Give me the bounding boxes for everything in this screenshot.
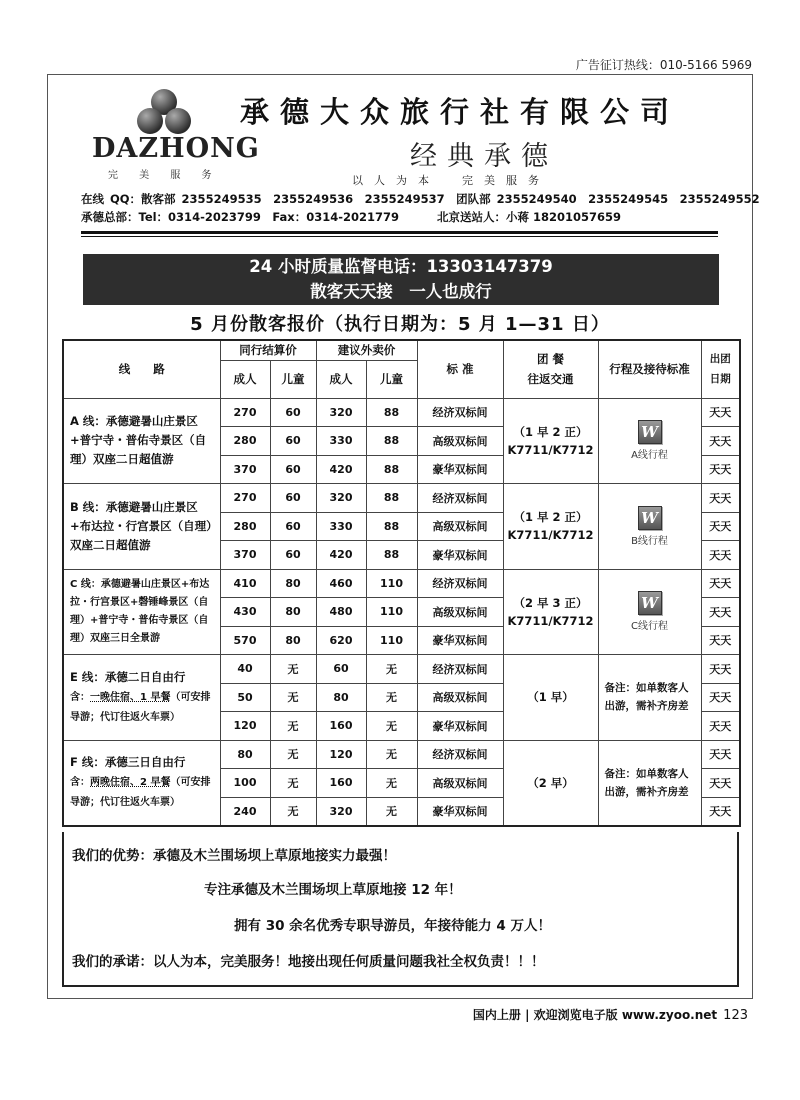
depart: 天天: [701, 598, 740, 627]
peer-adult: 430: [220, 598, 270, 627]
suggest-adult: 320: [316, 484, 366, 513]
col-depart: [701, 340, 740, 398]
note-suffix: （可安排导游；代订往返火车票）: [70, 691, 211, 723]
note-suffix: （可安排导游；代订往返火车票）: [70, 777, 211, 808]
peer-adult: 370: [220, 455, 270, 484]
table-row: [63, 398, 740, 427]
standard: 豪华双标间: [417, 712, 503, 741]
suggest-adult: 160: [316, 769, 366, 798]
hotline-banner: [83, 254, 719, 305]
depart: 天天: [701, 712, 740, 741]
suggest-child: 88: [366, 512, 417, 541]
standard: 豪华双标间: [417, 626, 503, 655]
price-table: [62, 339, 741, 827]
suggest-adult: 160: [316, 712, 366, 741]
peer-adult: 280: [220, 427, 270, 456]
peer-adult: 570: [220, 626, 270, 655]
word-document-icon[interactable]: W: [638, 591, 662, 615]
peer-child: 无: [270, 797, 316, 826]
depart: 天天: [701, 569, 740, 598]
peer-adult: 40: [220, 655, 270, 684]
route-a: A 线：承德避暑山庄景区+普宁寺・普佑寺景区（自理）双座二日超值游: [63, 398, 220, 484]
col-peer-child: 儿童: [270, 360, 316, 398]
page-number: 123: [723, 1008, 748, 1023]
standard: 经济双标间: [417, 655, 503, 684]
itinerary-label: B线行程: [631, 535, 668, 547]
suggest-child: 无: [366, 655, 417, 684]
brand-name: DAZHONG: [92, 133, 260, 164]
online-qq-line: 在线 QQ：散客部 2355249535 2355249536 2355249537 团队部 2355249540 2355249545 2355249552: [81, 192, 760, 206]
depart: 天天: [701, 427, 740, 456]
itinerary-label: C线行程: [631, 621, 668, 633]
page-footer: [473, 1006, 748, 1023]
itinerary-label: A线行程: [631, 450, 668, 462]
peer-child: 60: [270, 398, 316, 427]
suggest-adult: 330: [316, 427, 366, 456]
col-meal-transport: [503, 340, 598, 398]
remark-f: 备注：如单数客人出游，需补齐房差: [598, 740, 701, 826]
itinerary-a[interactable]: [598, 398, 701, 484]
note-underlined: 两晚住宿、2 早餐: [90, 777, 171, 788]
peer-adult: 100: [220, 769, 270, 798]
suggest-adult: 330: [316, 512, 366, 541]
suggest-child: 110: [366, 569, 417, 598]
meal-transport-c: [503, 569, 598, 655]
route-e: [63, 655, 220, 741]
suggest-adult: 420: [316, 541, 366, 570]
depart: 天天: [701, 455, 740, 484]
beijing-contact: 北京送站人：小蒋 18201057659: [437, 210, 622, 224]
col-suggest-adult: 成人: [316, 360, 366, 398]
peer-adult: 240: [220, 797, 270, 826]
route-c: C 线：承德避暑山庄景区+布达拉・行宫景区+磬锤峰景区（自理）+普宁寺・普佑寺景区（自理）双座三日全景游: [63, 569, 220, 655]
suggest-child: 无: [366, 769, 417, 798]
depart: 天天: [701, 655, 740, 684]
peer-child: 60: [270, 427, 316, 456]
advantages-box: [62, 832, 739, 987]
suggest-adult: 320: [316, 398, 366, 427]
suggest-adult: 320: [316, 797, 366, 826]
standard: 豪华双标间: [417, 797, 503, 826]
peer-adult: 80: [220, 740, 270, 769]
suggest-child: 88: [366, 427, 417, 456]
meal-transport-b: [503, 484, 598, 570]
standard: 高级双标间: [417, 683, 503, 712]
peer-adult: 280: [220, 512, 270, 541]
train: K7711/K7712: [507, 442, 594, 457]
suggest-child: 88: [366, 484, 417, 513]
train: K7711/K7712: [507, 528, 594, 543]
price-table-wrap: [62, 339, 739, 832]
header-rule-thick: [81, 231, 718, 234]
col-peer-adult: 成人: [220, 360, 270, 398]
dazhong-logo-icon: [132, 88, 196, 136]
meal: （2 早 3 正）: [513, 595, 588, 610]
meal-f: （2 早）: [503, 740, 598, 826]
peer-adult: 270: [220, 398, 270, 427]
brand-tagline: 完 美 服 务: [108, 170, 221, 181]
peer-child: 无: [270, 683, 316, 712]
depart: 天天: [701, 398, 740, 427]
slogan: 以人为本 完美服务: [352, 174, 550, 187]
depart: 天天: [701, 541, 740, 570]
depart: 天天: [701, 683, 740, 712]
banner-line-1: 24 小时质量监督电话：13303147379: [249, 257, 553, 276]
word-document-icon[interactable]: W: [638, 420, 662, 444]
suggest-child: 110: [366, 598, 417, 627]
col-meal: 团 餐: [536, 352, 564, 367]
peer-child: 60: [270, 455, 316, 484]
peer-adult: 120: [220, 712, 270, 741]
note-prefix: 含：: [70, 777, 90, 788]
suggest-child: 无: [366, 797, 417, 826]
peer-child: 80: [270, 598, 316, 627]
peer-child: 无: [270, 769, 316, 798]
route-title: F 线：承德三日自由行: [70, 755, 186, 769]
footer-text: 国内上册 | 欢迎浏览电子版 www.zyoo.net: [472, 1008, 718, 1022]
standard: 豪华双标间: [417, 455, 503, 484]
depart: 天天: [701, 740, 740, 769]
peer-child: 60: [270, 541, 316, 570]
suggest-adult: 80: [316, 683, 366, 712]
depart: 天天: [701, 484, 740, 513]
company-name: 承德大众旅行社有限公司: [240, 95, 681, 129]
header-rule-thin: [81, 236, 718, 237]
itinerary-c[interactable]: [598, 569, 701, 655]
price-title: 5 月份散客报价（执行日期为：5 月 1—31 日）: [190, 314, 610, 335]
suggest-child: 110: [366, 626, 417, 655]
peer-child: 无: [270, 655, 316, 684]
standard: 经济双标间: [417, 398, 503, 427]
col-route: 线 路: [63, 340, 220, 398]
table-row: [63, 569, 740, 598]
promise-line: 我们的承诺：以人为本，完美服务！地接出现任何质量问题我社全权负责！！！: [72, 954, 545, 970]
ad-hotline: 广告征订热线：010-5166 5969: [575, 58, 752, 72]
meal: （1 早 2 正）: [513, 510, 588, 525]
suggest-child: 88: [366, 455, 417, 484]
meal: （1 早 2 正）: [513, 424, 588, 439]
peer-adult: 410: [220, 569, 270, 598]
meal-transport-a: [503, 398, 598, 484]
hq-phone-fax: 承德总部：Tel：0314-2023799 Fax：0314-2021779: [81, 210, 400, 224]
col-standard: 标 准: [417, 340, 503, 398]
suggest-child: 88: [366, 398, 417, 427]
peer-child: 80: [270, 569, 316, 598]
standard: 高级双标间: [417, 427, 503, 456]
meal-e: （1 早）: [503, 655, 598, 741]
advantage-line-2: 专注承德及木兰围场坝上草原地接 12 年！: [204, 882, 462, 898]
standard: 高级双标间: [417, 512, 503, 541]
standard: 经济双标间: [417, 740, 503, 769]
word-document-icon[interactable]: W: [638, 506, 662, 530]
peer-child: 60: [270, 484, 316, 513]
note-underlined: 一晚住宿、1 早餐: [90, 691, 171, 703]
peer-child: 无: [270, 740, 316, 769]
table-row: [63, 655, 740, 684]
classic-chengde-title: 经典承德: [410, 141, 558, 172]
suggest-child: 无: [366, 740, 417, 769]
remark-e: 备注：如单数客人出游，需补齐房差: [598, 655, 701, 741]
suggest-adult: 620: [316, 626, 366, 655]
col-suggest-price: 建议外卖价: [316, 340, 417, 360]
suggest-child: 88: [366, 541, 417, 570]
route-title: E 线：承德二日自由行: [70, 669, 186, 684]
table-row: [63, 484, 740, 513]
depart: 天天: [701, 512, 740, 541]
suggest-adult: 420: [316, 455, 366, 484]
depart: 天天: [701, 769, 740, 798]
col-depart-2: 日期: [709, 373, 731, 386]
table-header-row: [63, 340, 740, 360]
standard: 高级双标间: [417, 769, 503, 798]
route-note: [70, 692, 210, 723]
train: K7711/K7712: [507, 613, 594, 628]
advantage-line-3: 拥有 30 余名优秀专职导游员，年接待能力 4 万人！: [234, 918, 551, 934]
suggest-adult: 460: [316, 569, 366, 598]
peer-child: 80: [270, 626, 316, 655]
col-suggest-child: 儿童: [366, 360, 417, 398]
depart: 天天: [701, 797, 740, 826]
col-itinerary: 行程及接待标准: [598, 340, 701, 398]
route-b: B 线：承德避暑山庄景区+布达拉・行宫景区（自理）双座二日超值游: [63, 484, 220, 570]
peer-child: 无: [270, 712, 316, 741]
route-note: [70, 777, 210, 808]
suggest-adult: 60: [316, 655, 366, 684]
hq-contact-line: [81, 209, 622, 225]
standard: 豪华双标间: [417, 541, 503, 570]
peer-adult: 50: [220, 683, 270, 712]
standard: 高级双标间: [417, 598, 503, 627]
banner-line-2: 散客天天接 一人也成行: [310, 282, 492, 301]
itinerary-b[interactable]: [598, 484, 701, 570]
suggest-child: 无: [366, 712, 417, 741]
suggest-adult: 120: [316, 740, 366, 769]
peer-adult: 270: [220, 484, 270, 513]
col-peer-price: 同行结算价: [220, 340, 316, 360]
standard: 经济双标间: [417, 569, 503, 598]
suggest-adult: 480: [316, 598, 366, 627]
table-row: [63, 740, 740, 769]
col-depart-1: 出团: [709, 353, 731, 366]
route-f: [63, 740, 220, 826]
suggest-child: 无: [366, 683, 417, 712]
peer-child: 60: [270, 512, 316, 541]
col-transport: 往返交通: [527, 372, 574, 387]
advantage-line-1: 我们的优势：承德及木兰围场坝上草原地接实力最强！: [72, 848, 396, 864]
standard: 经济双标间: [417, 484, 503, 513]
depart: 天天: [701, 626, 740, 655]
peer-adult: 370: [220, 541, 270, 570]
note-prefix: 含：: [70, 691, 90, 703]
